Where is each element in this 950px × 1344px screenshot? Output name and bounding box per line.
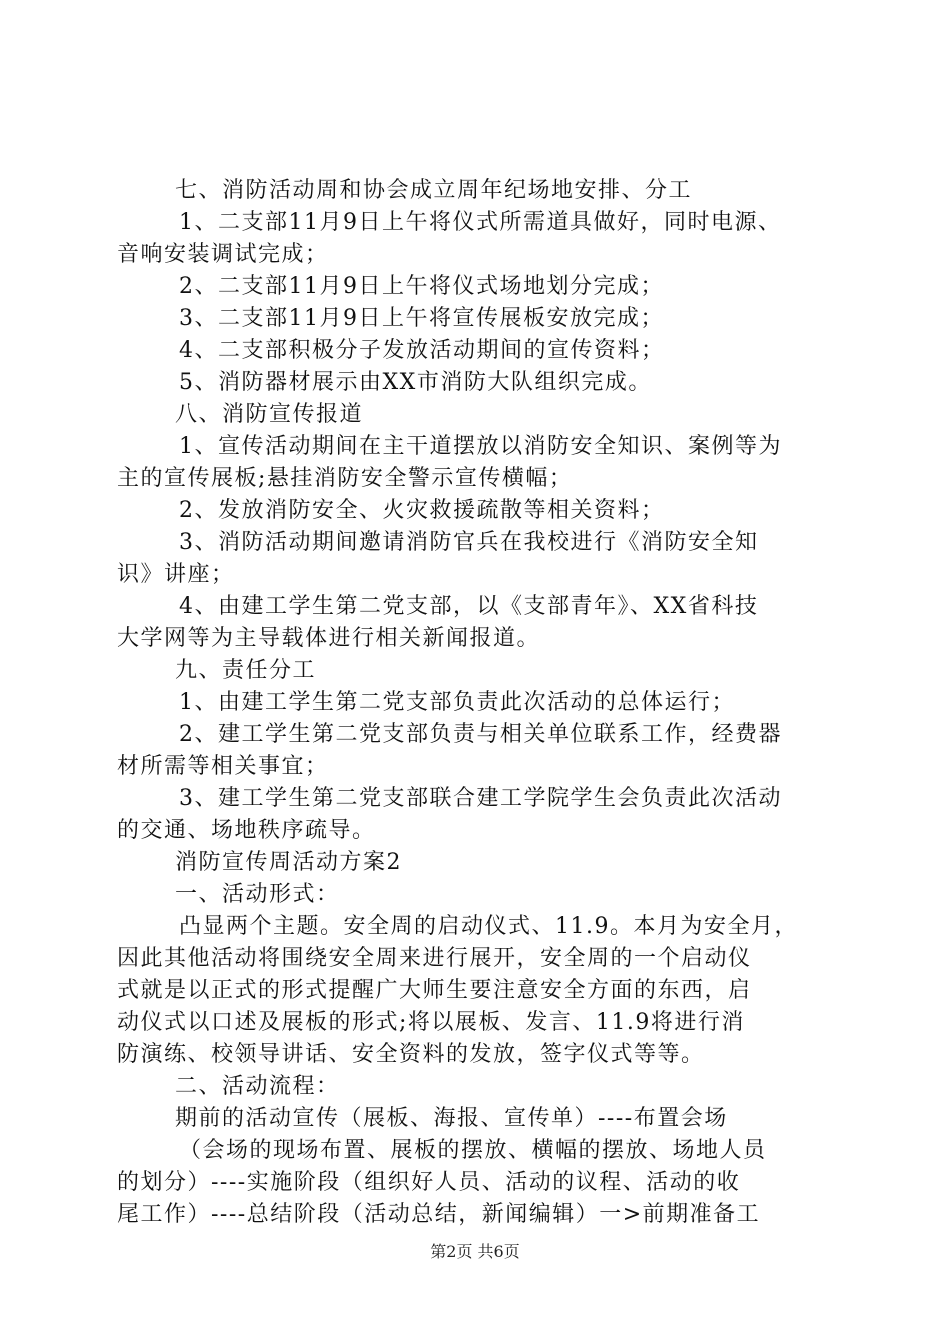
text-line: 1、二支部11月9日上午将仪式所需道具做好，同时电源、 — [179, 210, 782, 235]
text-line: 2、发放消防安全、火灾救援疏散等相关资料； — [179, 498, 665, 523]
text-line: 3、消防活动期间邀请消防官兵在我校进行《消防安全知 — [179, 530, 759, 555]
text-line: 大学网等为主导载体进行相关新闻报道。 — [117, 626, 541, 651]
text-line: 4、二支部积极分子发放活动期间的宣传资料； — [179, 338, 665, 363]
page-number: 第2页 共6页 — [430, 1242, 520, 1261]
text-line: 1、由建工学生第二党支部负责此次活动的总体运行； — [179, 690, 735, 715]
text-line: （会场的现场布置、展板的摆放、横幅的摆放、场地人员 — [179, 1138, 767, 1163]
text-line: 九、责任分工 — [175, 658, 317, 683]
text-line: 八、消防宣传报道 — [175, 402, 364, 427]
text-line: 的交通、场地秩序疏导。 — [117, 818, 376, 843]
text-line: 3、二支部11月9日上午将宣传展板安放完成； — [179, 306, 664, 331]
text-line: 识》讲座； — [117, 562, 235, 587]
text-line: 因此其他活动将围绕安全周来进行展开，安全周的一个启动仪 — [117, 946, 752, 971]
text-line: 动仪式以口述及展板的形式;将以展板、发言、11.9将进行消 — [117, 1010, 745, 1035]
text-line: 主的宣传展板;悬挂消防安全警示宣传横幅； — [117, 466, 573, 491]
text-line: 防演练、校领导讲话、安全资料的发放，签字仪式等等。 — [117, 1042, 705, 1067]
text-line: 1、宣传活动期间在主干道摆放以消防安全知识、案例等为 — [179, 434, 782, 459]
text-line: 一、活动形式： — [175, 882, 340, 907]
text-line: 3、建工学生第二党支部联合建工学院学生会负责此次活动 — [179, 786, 782, 811]
text-line: 七、消防活动周和协会成立周年纪场地安排、分工 — [175, 178, 693, 203]
text-line: 二、活动流程： — [175, 1074, 340, 1099]
text-line: 5、消防器材展示由XX市消防大队组织完成。 — [179, 370, 652, 395]
text-line: 的划分）----实施阶段（组织好人员、活动的议程、活动的收 — [117, 1170, 741, 1195]
text-line: 期前的活动宣传（展板、海报、宣传单）----布置会场 — [175, 1106, 728, 1131]
text-line: 式就是以正式的形式提醒广大师生要注意安全方面的东西，启 — [117, 978, 752, 1003]
text-line: 凸显两个主题。安全周的启动仪式、11.9。本月为安全月， — [179, 914, 798, 939]
text-line: 4、由建工学生第二党支部，以《支部青年》、XX省科技 — [179, 594, 759, 619]
text-line: 消防宣传周活动方案2 — [175, 850, 402, 875]
document-body — [117, 175, 837, 1231]
text-line: 材所需等相关事宜； — [117, 754, 329, 779]
text-line: 2、二支部11月9日上午将仪式场地划分完成； — [179, 274, 664, 299]
text-line: 尾工作）----总结阶段（活动总结，新闻编辑）一>前期准备工 — [117, 1202, 761, 1227]
text-line: 音响安装调试完成； — [117, 242, 329, 267]
text-line: 2、建工学生第二党支部负责与相关单位联系工作，经费器 — [179, 722, 782, 747]
